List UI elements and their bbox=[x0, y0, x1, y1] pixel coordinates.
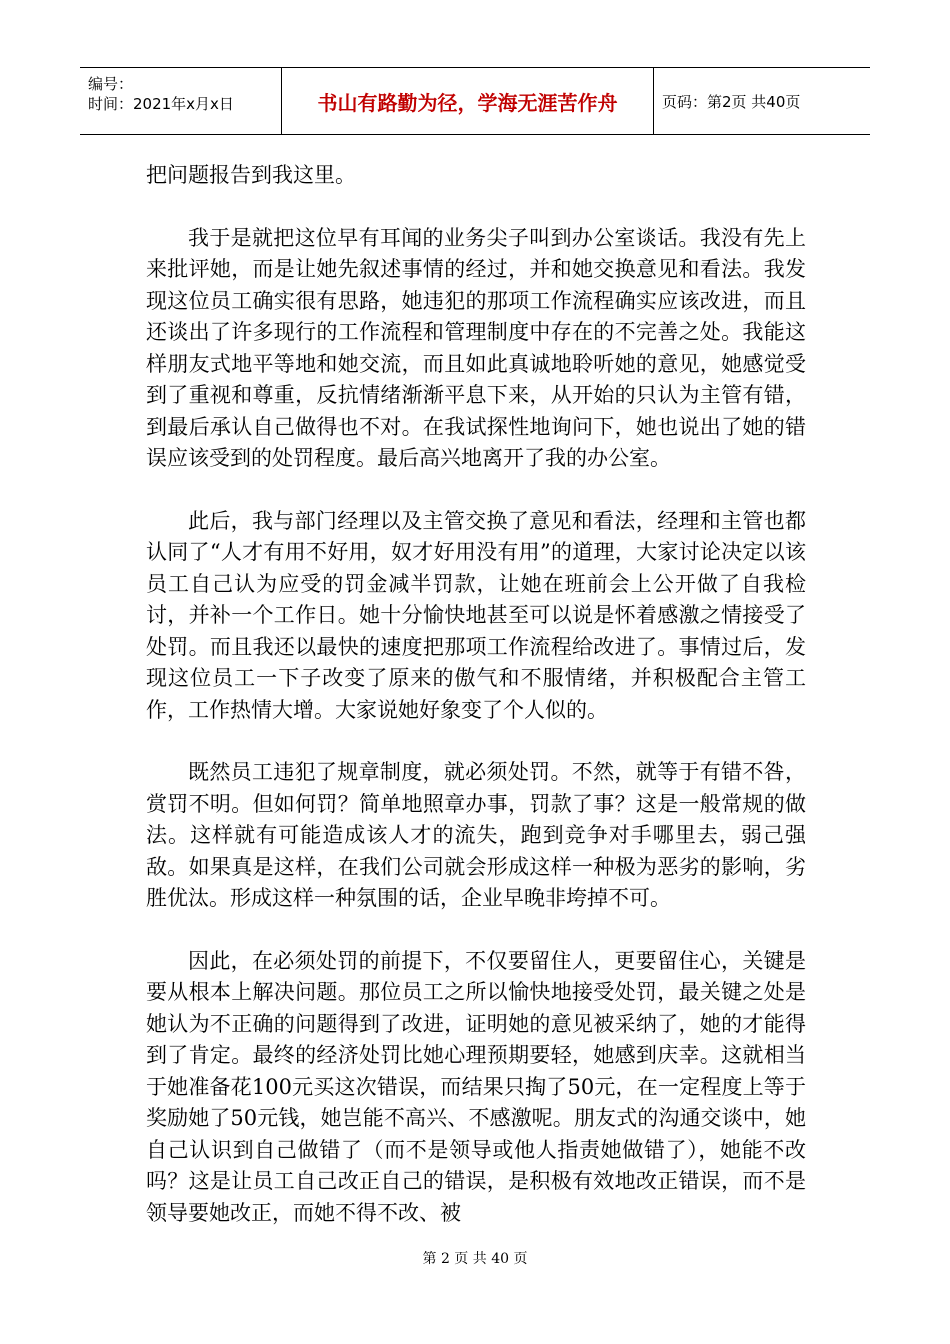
paragraph: 此后，我与部门经理以及主管交换了意见和看法，经理和主管也都认同了“人才有用不好用，奴才好用没有用”的道理，大家讨论决定以该员工自己认为应受的罚金减半罚款，让她在班前会上公开做了自我检讨，并补一个工作日。她十分愉快地甚至可以说是怀着感激之情接受了处罚。而且我还以最快的速度把那项工作流程给改进了。事情过后，发现这位员工一下子改变了原来的傲气和不服情绪，并积极配合主管工作，工作热情大增。大家说她好象变了个人似的。 bbox=[146, 508, 806, 722]
paragraph: 因此，在必须处罚的前提下，不仅要留住人，更要留住心，关键是要从根本上解决问题。那位员工之所以愉快地接受处罚，最关键之处是她认为不正确的问题得到了改进，证明她的意见被采纳了，她的才能得到了肯定。最终的经济处罚比她心理预期要轻，她感到庆幸。这就相当于她准备花100元买这次错误，而结果只掏了50元，在一定程度上等于奖励她了50元钱，她岂能不高兴、不感激呢。朋友式的沟通交谈中，她自己认识到自己做错了（而不是领导或他人指责她做错了），她能不改吗？这是让员工自己改正自己的错误，是积极有效地改正错误，而不是领导要她改正，而她不得不改、被 bbox=[146, 948, 806, 1225]
document-time-label: 时间：2021年x月x日 bbox=[88, 95, 234, 113]
header-meta-cell bbox=[80, 68, 282, 134]
paragraph: 既然员工违犯了规章制度，就必须处罚。不然，就等于有错不咎，赏罚不明。但如何罚？简单地照章办事，罚款了事？这是一般常规的做法。这样就有可能造成该人才的流失，跑到竞争对手哪里去，弱己强敌。如果真是这样，在我们公司就会形成这样一种极为恶劣的影响，劣胜优汰。形成这样一种氛围的话，企业早晚非垮掉不可。 bbox=[146, 760, 806, 910]
header-page-info: 页码：第2页 共40页 bbox=[662, 92, 801, 111]
page-footer: 第 2 页 共 40 页 bbox=[422, 1251, 528, 1267]
document-body bbox=[146, 160, 806, 1260]
page-header bbox=[80, 67, 870, 135]
header-motto: 书山有路勤为径，学海无涯苦作舟 bbox=[282, 68, 654, 134]
paragraph: 我于是就把这位早有耳闻的业务尖子叫到办公室谈话。我没有先上来批评她，而是让她先叙述事情的经过，并和她交换意见和看法。我发现这位员工确实很有思路，她违犯的那项工作流程确实应该改进，而且还谈出了许多现行的工作流程和管理制度中存在的不完善之处。我能这样朋友式地平等地和她交流，而且如此真诚地聆听她的意见，她感觉受到了重视和尊重，反抗情绪渐渐平息下来，从开始的只认为主管有错，到最后承认自己做得也不对。在我试探性地询问下，她也说出了她的错误应该受到的处罚程度。最后高兴地离开了我的办公室。 bbox=[146, 225, 806, 470]
paragraph-continued: 把问题报告到我这里。 bbox=[146, 163, 356, 187]
document-number-label: 编号： bbox=[88, 75, 134, 93]
